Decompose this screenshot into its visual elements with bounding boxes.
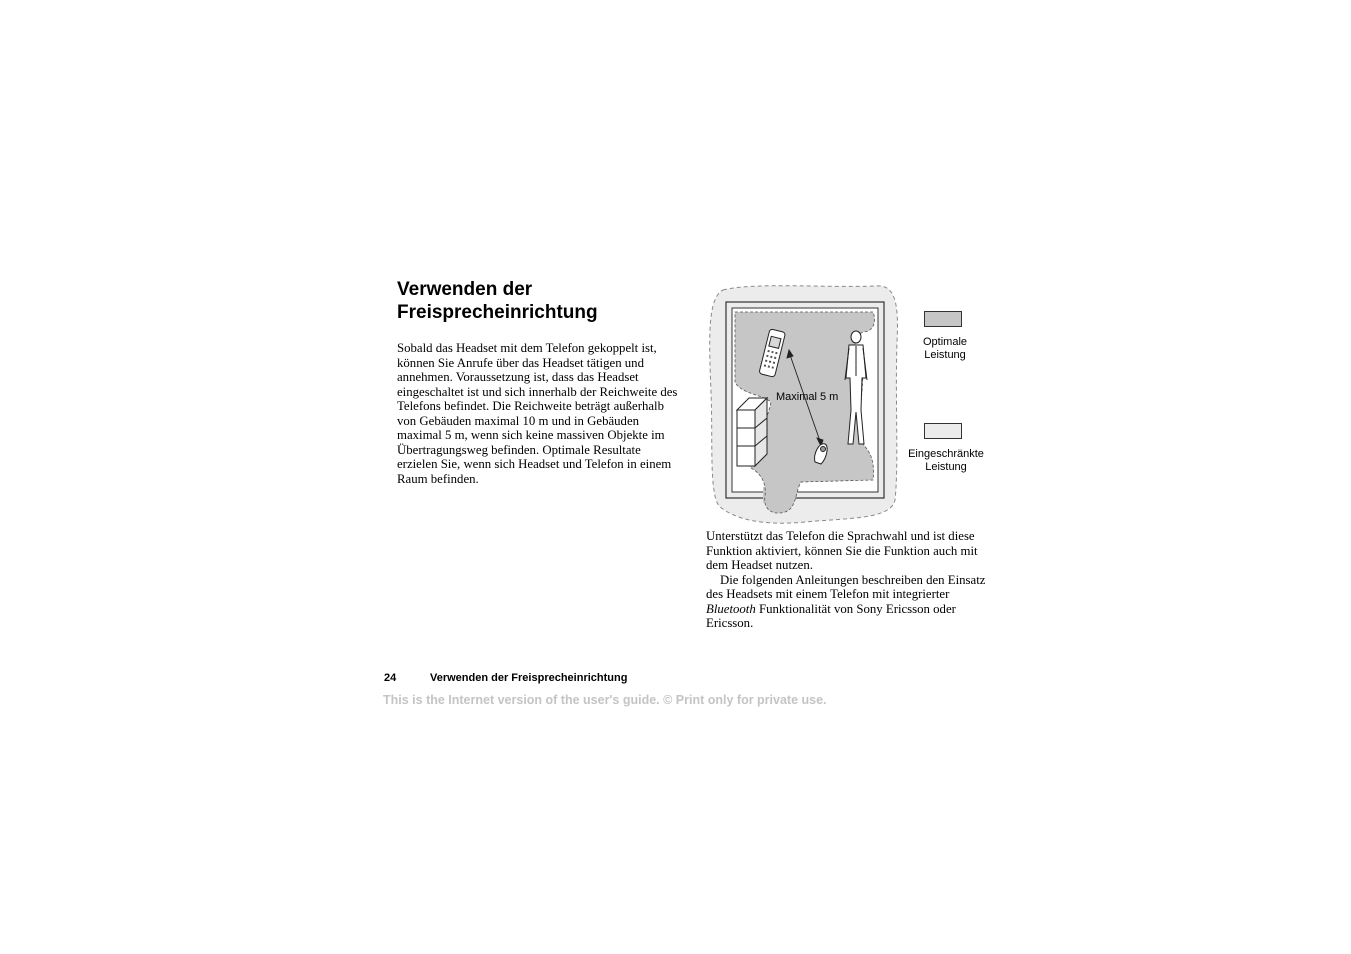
page-title-line-2: Freisprecheinrichtung [397, 302, 598, 323]
right-column-text [706, 529, 996, 631]
legend-optimal-line-1: Optimale [922, 336, 968, 348]
page-title-line-1: Verwenden der [397, 279, 533, 300]
internet-version-disclaimer: This is the Internet version of the user's guide. © Print only for private use. [383, 693, 827, 707]
footer-section-title: Verwenden der Freisprecheinrichtung [430, 672, 628, 684]
range-illustration [705, 282, 905, 526]
instructions-paragraph [706, 573, 996, 631]
instructions-text-end: Funktionalität von Sony Ericsson oder Ericsson. [706, 601, 956, 630]
legend-label-optimal [905, 336, 985, 362]
voice-dial-paragraph: Unterstützt das Telefon die Sprachwahl und ist diese Funktion aktiviert, können Sie die Funktion auch mit dem Headset nutzen. [706, 529, 978, 572]
bluetooth-term: Bluetooth [706, 601, 756, 616]
legend-limited-line-2: Leistung [925, 461, 967, 473]
legend-optimal-line-2: Leistung [924, 349, 966, 361]
legend-swatch-limited [924, 423, 962, 439]
page-number: 24 [384, 672, 397, 684]
instructions-text-start: Die folgenden Anleitungen beschreiben den Einsatz des Headsets mit einem Telefon mit integrierter [706, 572, 986, 601]
page-title [397, 278, 677, 324]
legend-limited-line-1: Eingeschränkte [908, 448, 984, 460]
range-illustration-svg [705, 282, 905, 526]
distance-label: Maximal 5 m [776, 391, 839, 403]
page-footer [384, 672, 627, 684]
bookshelf [737, 398, 767, 466]
legend-label-limited [902, 448, 990, 474]
legend-swatch-optimal [924, 311, 962, 327]
intro-paragraph: Sobald das Headset mit dem Telefon gekoppelt ist, können Sie Anrufe über das Headset tätigen und annehmen. Voraussetzung ist, dass das Headset eingeschaltet ist und sich innerhalb der Reichweite des Telefons befindet. Die Reichweite beträgt außerhalb von Gebäuden maximal 10 m und in Gebäuden maximal 5 m, wenn sich keine massiven Objekte im Übertragungsweg befinden. Optimale Resultate erzielen Sie, wenn sich Headset und Telefon in einem Raum befinden. [397, 341, 678, 486]
